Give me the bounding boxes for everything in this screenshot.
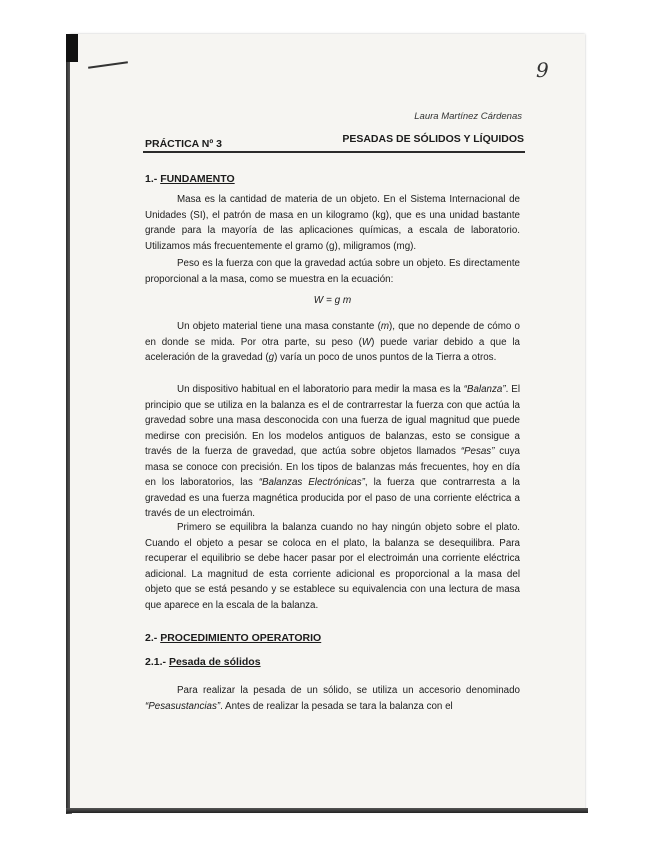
section-number: 1.- xyxy=(145,173,158,185)
symbol-weight: W xyxy=(361,336,372,348)
equation-weight: W = g m xyxy=(313,295,352,306)
subsection-heading-pesada-solidos xyxy=(145,656,261,668)
text-run: Un objeto material tiene una masa constante ( xyxy=(177,321,381,332)
text-run: ) varía un poco de unos puntos de la Tierra a otros. xyxy=(274,352,497,363)
handwritten-page-number: 9 xyxy=(536,58,549,82)
symbol-gravity: g xyxy=(268,352,275,363)
text-run: cuya masa se conoce con precisión. En los tipos de balanzas más frecuentes, hoy en día en los laboratorios, las xyxy=(145,446,520,488)
paragraph-pesasustancias xyxy=(145,683,520,714)
subsection-title: Pesada de sólidos xyxy=(168,656,261,668)
paragraph-masa: Masa es la cantidad de materia de un objeto. En el Sistema Internacional de Unidades (SI), el patrón de masa en un kilogramo (kg), que es una unidad bastante grande para la mayoría de las aplicaciones químicas, a escala de laboratorio. Utilizamos más frecuentemente el gramo (g), miligramos (mg). xyxy=(145,194,520,252)
section-heading-procedimiento xyxy=(145,632,321,644)
header-divider xyxy=(143,151,525,153)
paragraph-equilibrio: Primero se equilibra la balanza cuando no hay ningún objeto sobre el plato. Cuando el objeto a pesar se coloca en el plato, la balanza se desequilibra. Para recuperar el equilibrio se debe hacer pasar por el electroimán una corriente eléctrica adicional. La magnitud de esta corriente adicional es proporcional a la masa del objeto que se está pesando y se establece su equivalencia con una lectura de masa que aparece en la escala de la balanza. xyxy=(145,522,520,611)
subsection-number: 2.1.- xyxy=(145,656,167,668)
text-run: . Antes de realizar la pesada se tara la balanza con el xyxy=(220,700,453,712)
scan-corner-mark xyxy=(66,34,78,62)
term-pesasustancias: “Pesasustancias” xyxy=(145,700,221,712)
paragraph-balanza xyxy=(145,382,520,522)
text-run: Para realizar la pesada de un sólido, se utiliza un accesorio denominado xyxy=(177,685,520,696)
section-number: 2.- xyxy=(145,632,158,644)
term-pesas: “Pesas” xyxy=(460,446,495,457)
paragraph-objeto-material xyxy=(145,319,520,366)
practice-title: PESADAS DE SÓLIDOS Y LÍQUIDOS xyxy=(342,133,524,145)
section-heading-fundamento xyxy=(145,173,235,185)
text-run: , la fuerza que contrarresta a la gravedad es una fuerza magnética producida por el paso de una corriente eléctrica a través de un electroimán. xyxy=(145,477,520,519)
term-balanzas-electronicas: “Balanzas Electrónicas” xyxy=(258,477,365,488)
scan-edge-bottom xyxy=(66,808,588,813)
author-name: Laura Martínez Cárdenas xyxy=(414,111,522,122)
symbol-mass: m xyxy=(380,321,390,332)
section-title: FUNDAMENTO xyxy=(160,173,235,185)
practice-label: PRÁCTICA Nº 3 xyxy=(145,138,222,150)
paragraph-peso: Peso es la fuerza con que la gravedad actúa sobre un objeto. Es directamente proporcional a la masa, como se muestra en la ecuación: xyxy=(145,258,520,285)
section-title: PROCEDIMIENTO OPERATORIO xyxy=(160,632,322,644)
text-run: ) puede variar debido a que la aceleración de la gravedad ( xyxy=(145,336,520,363)
text-run: . El principio que se utiliza en la balanza es el de contrarrestar la fuerza con que actúa la gravedad sobre una masa desconocida con una fuerza de igual magnitud que puede medirse con precisión. En los modelos antiguos de balanzas, esto se consigue a través de la fuerza de gravedad, que actúa sobre objetos llamados xyxy=(145,384,521,457)
text-run: Un dispositivo habitual en el laboratorio para medir la masa es la xyxy=(177,384,464,395)
text-run: ), que no depende de cómo o en donde se mida. Por otra parte, su peso ( xyxy=(145,321,520,348)
term-balanza: “Balanza” xyxy=(463,384,506,395)
